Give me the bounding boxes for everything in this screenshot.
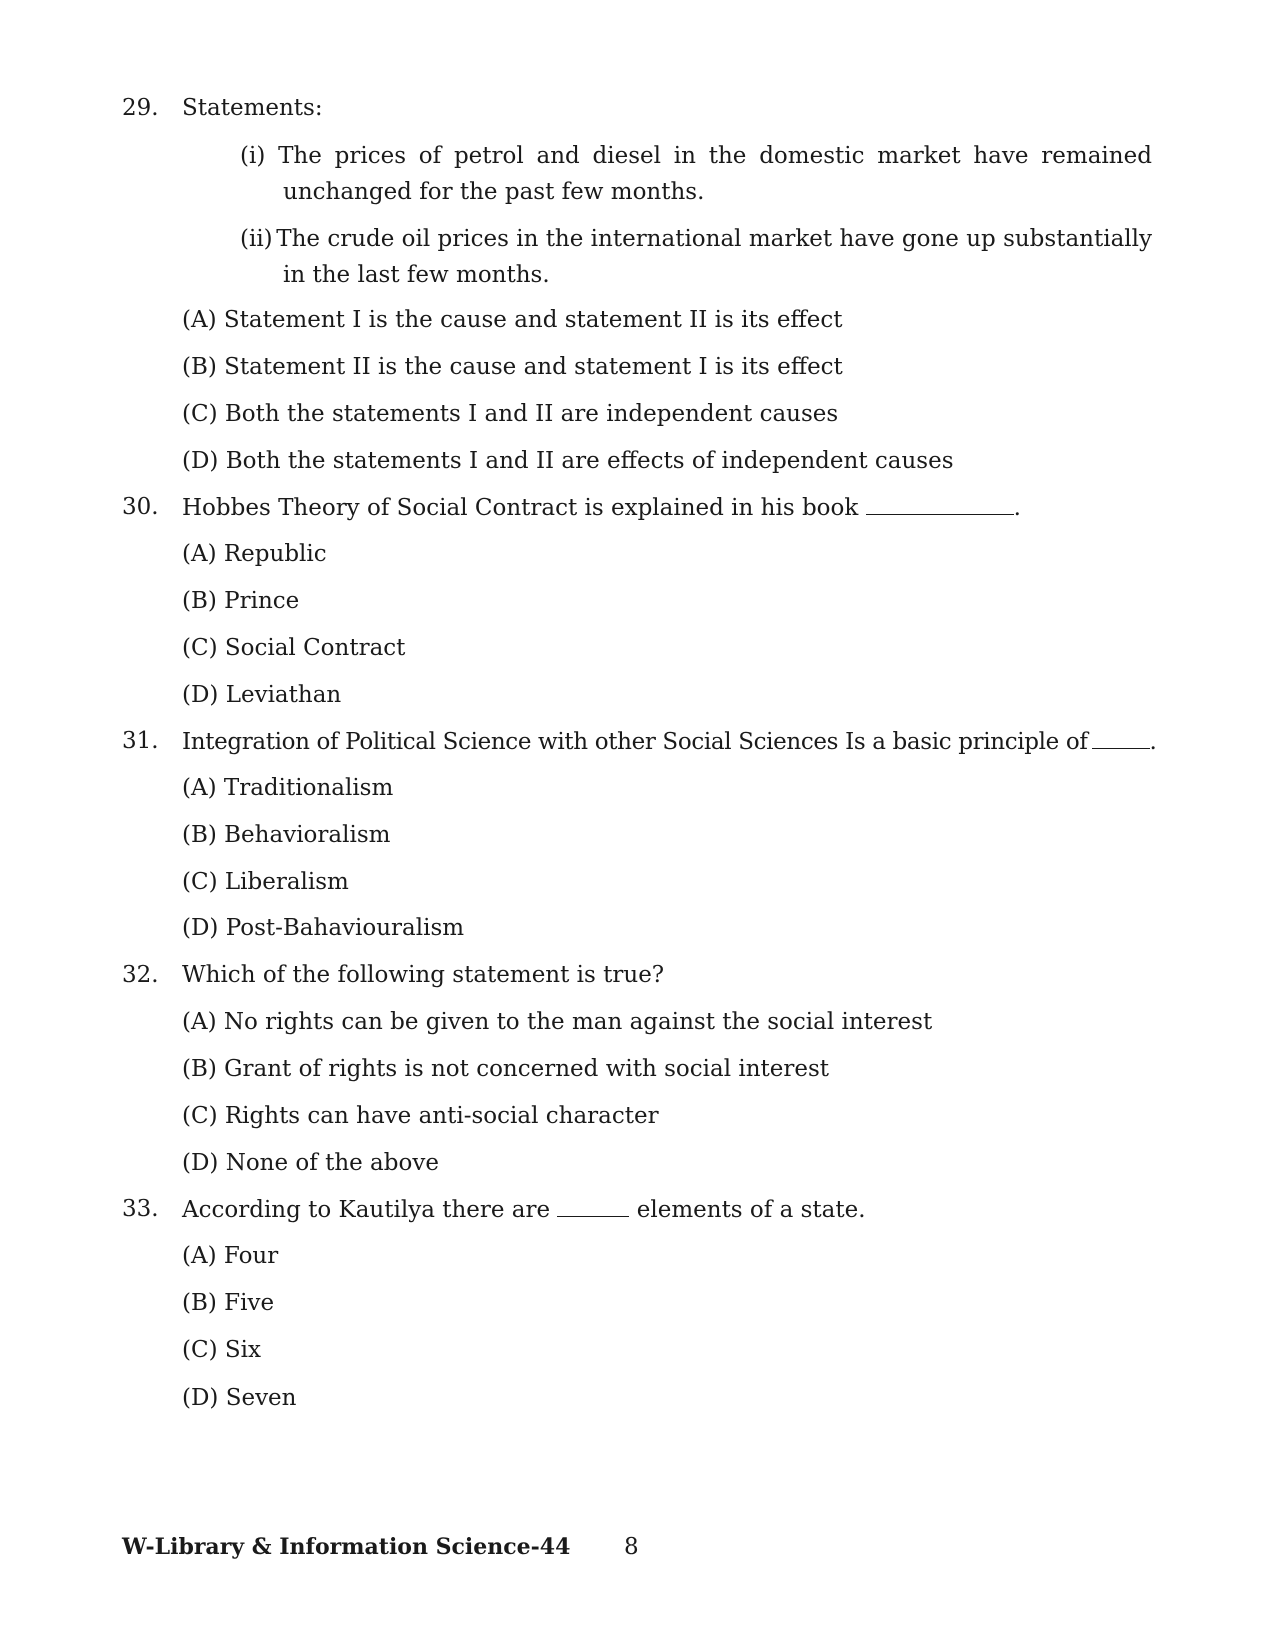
statement-word: and: [536, 143, 580, 169]
question-text: Statements:: [182, 95, 323, 121]
option-c: (C) Social Contract: [182, 635, 406, 661]
answer-blank: [557, 1194, 629, 1217]
question-stem: Hobbes Theory of Social Contract is explained in his book: [182, 495, 859, 521]
statement-label: (ii): [240, 226, 273, 252]
option-d: (D) Both the statements I and II are effects of independent causes: [182, 448, 954, 474]
statement-text: The crude oil prices in the international market have gone up substantially: [276, 226, 1152, 252]
statement-i-line2: unchanged for the past few months.: [283, 179, 705, 205]
statement-label: (i): [240, 143, 266, 169]
question-stem-after: elements of a state.: [636, 1197, 866, 1223]
option-b: (B) Five: [182, 1290, 275, 1316]
statement-word: have: [973, 143, 1029, 169]
answer-blank: [1092, 726, 1150, 749]
option-c: (C) Liberalism: [182, 869, 349, 895]
statement-i-line1: [240, 138, 1152, 174]
statement-i: [240, 138, 1152, 210]
statement-word: in: [673, 143, 696, 169]
option-b: (B) Prince: [182, 588, 300, 614]
statement-ii-line2: in the last few months.: [283, 262, 550, 288]
statement-word: diesel: [592, 143, 662, 169]
question-text: [182, 492, 1021, 523]
option-c: (C) Six: [182, 1337, 261, 1363]
question-suffix: .: [1013, 495, 1021, 521]
statement-word: of: [418, 143, 442, 169]
option-a: (A) Four: [182, 1243, 279, 1269]
option-d: (D) None of the above: [182, 1150, 439, 1176]
option-d: (D) Leviathan: [182, 682, 342, 708]
answer-blank: [866, 492, 1014, 515]
statement-word: remained: [1041, 143, 1152, 169]
question-text: [182, 1194, 866, 1225]
statement-word: petrol: [453, 143, 524, 169]
statement-word: The: [278, 143, 322, 169]
statement-ii-line1: [240, 221, 1152, 257]
statement-word: the: [708, 143, 747, 169]
option-c: (C) Rights can have anti-social character: [182, 1103, 659, 1129]
question-stem: Integration of Political Science with other Social Sciences Is a basic principle of: [182, 729, 1088, 755]
option-a: (A) Statement I is the cause and statement II is its effect: [182, 307, 843, 333]
question-text: [182, 726, 1157, 757]
option-a: (A) No rights can be given to the man against the social interest: [182, 1009, 933, 1035]
question-number: 30.: [122, 494, 159, 520]
option-d: (D) Post-Bahaviouralism: [182, 915, 465, 941]
question-text: Which of the following statement is true?: [182, 962, 665, 988]
page-number: 8: [624, 1534, 639, 1560]
statement-word: domestic: [759, 143, 865, 169]
option-a: (A) Republic: [182, 541, 327, 567]
statement-word: prices: [334, 143, 407, 169]
question-number: 31.: [122, 728, 159, 754]
question-number: 33.: [122, 1196, 159, 1222]
statement-word: market: [877, 143, 961, 169]
option-b: (B) Behavioralism: [182, 822, 391, 848]
question-suffix: .: [1149, 729, 1157, 755]
option-a: (A) Traditionalism: [182, 775, 394, 801]
footer-title: W-Library & Information Science-44: [122, 1534, 571, 1560]
option-b: (B) Grant of rights is not concerned with social interest: [182, 1056, 830, 1082]
question-number: 29.: [122, 95, 159, 121]
option-c: (C) Both the statements I and II are independent causes: [182, 401, 839, 427]
question-stem-before: According to Kautilya there are: [182, 1197, 551, 1223]
option-b: (B) Statement II is the cause and statement I is its effect: [182, 354, 843, 380]
statement-ii: [240, 221, 1152, 293]
option-d: (D) Seven: [182, 1385, 297, 1411]
question-number: 32.: [122, 962, 159, 988]
